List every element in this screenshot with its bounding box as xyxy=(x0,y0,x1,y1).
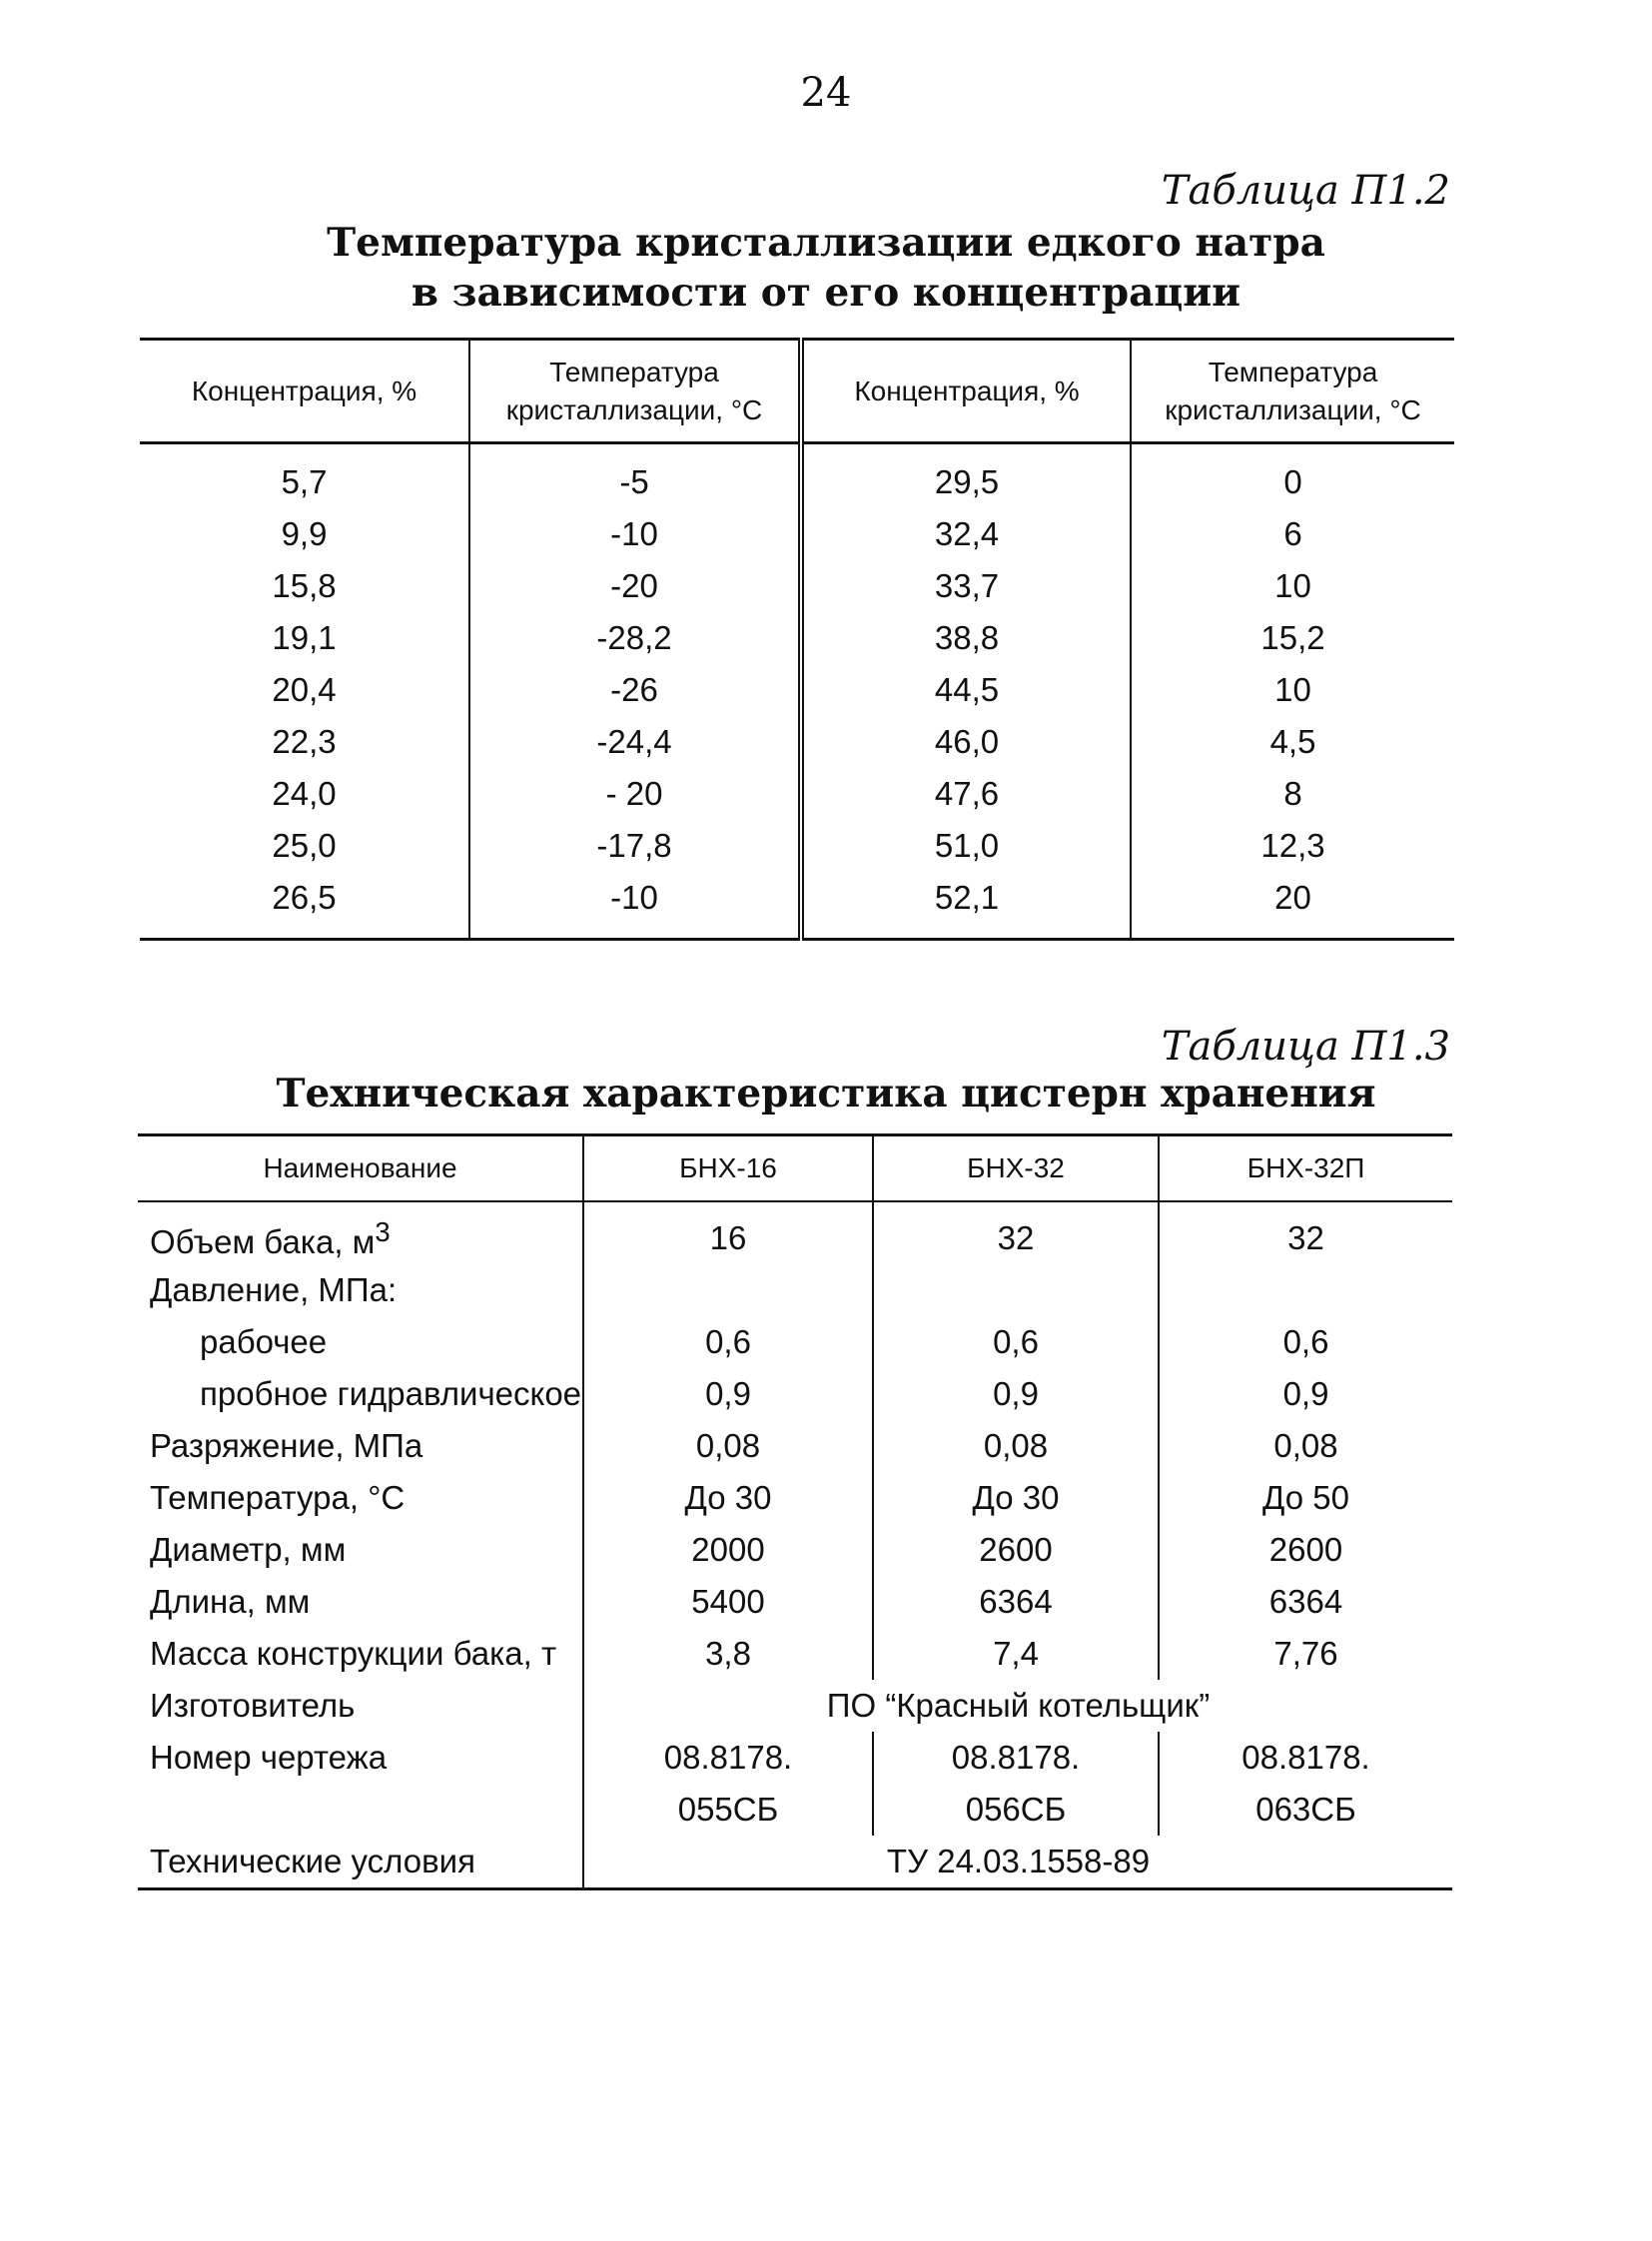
header-concentration: Концентрация, % xyxy=(140,340,469,443)
cell-concentration: 52,1 xyxy=(801,872,1131,940)
table1-caption: Таблица П1.2 xyxy=(1161,168,1450,214)
table-row xyxy=(140,872,1454,940)
value-bnh32: До 30 xyxy=(873,1472,1159,1524)
tank-specs-table xyxy=(138,1133,1452,1890)
cell-concentration: 19,1 xyxy=(140,612,469,664)
table2-header-row xyxy=(138,1135,1452,1202)
cell-temperature: 0 xyxy=(1283,463,1302,500)
cell-concentration: 5,7 xyxy=(140,443,469,509)
value-bnh32: 0,08 xyxy=(873,1420,1159,1472)
cell-temperature: -17,8 xyxy=(469,820,801,872)
cell-temperature: 10 xyxy=(1274,671,1311,708)
header-temperature: Температура кристаллизации, °С xyxy=(1131,340,1454,443)
value-bnh32: 0,9 xyxy=(873,1368,1159,1420)
cell-concentration: 26,5 xyxy=(140,872,469,940)
table1-header-row xyxy=(140,340,1454,443)
table-row xyxy=(140,560,1454,612)
row-vacuum xyxy=(138,1420,1452,1472)
value-bnh32p: 0,6 xyxy=(1282,1323,1329,1360)
value-bnh32: 32 xyxy=(873,1201,1159,1264)
cell-concentration: 15,8 xyxy=(140,560,469,612)
cell-concentration: 33,7 xyxy=(801,560,1131,612)
cell-temperature: - 20 xyxy=(469,768,801,820)
value-bnh32p: 063СБ xyxy=(1255,1791,1356,1828)
cell-temperature: 20 xyxy=(1131,872,1454,940)
row-mass xyxy=(138,1628,1452,1680)
value-bnh16: 16 xyxy=(583,1201,873,1264)
header-model-bnh16: БНХ-16 xyxy=(583,1135,873,1202)
value-bnh32p: 0,9 xyxy=(1282,1375,1329,1412)
table-row xyxy=(140,716,1454,768)
label-drawing: Номер чертежа xyxy=(138,1732,583,1784)
cell-temperature: 12,3 xyxy=(1260,827,1325,864)
label-test: пробное гидравлическое xyxy=(138,1368,583,1420)
cell-concentration: 22,3 xyxy=(140,716,469,768)
value-bnh16: 055СБ xyxy=(583,1784,873,1836)
row-volume xyxy=(138,1201,1452,1264)
row-temperature xyxy=(138,1472,1452,1524)
cell-concentration: 38,8 xyxy=(801,612,1131,664)
cell-temperature: -10 xyxy=(469,508,801,560)
value-bnh32p: 7,76 xyxy=(1273,1635,1338,1672)
row-pressure xyxy=(138,1264,1452,1316)
crystallization-table xyxy=(140,338,1454,941)
label-temperature: Температура, °С xyxy=(138,1472,583,1524)
cell-temperature: 6 xyxy=(1283,515,1302,552)
cell-temperature: 4,5 xyxy=(1269,723,1316,760)
label-volume-text: Объем бака, м xyxy=(150,1222,376,1260)
row-diameter xyxy=(138,1524,1452,1576)
header-temperature: Температура кристаллизации, °С xyxy=(469,340,801,443)
header-name: Наименование xyxy=(138,1135,583,1202)
label-diameter: Диаметр, мм xyxy=(138,1524,583,1576)
value-bnh32: 7,4 xyxy=(873,1628,1159,1680)
value-bnh32: 2600 xyxy=(873,1524,1159,1576)
cell-temperature: -28,2 xyxy=(469,612,801,664)
label-volume xyxy=(138,1201,583,1264)
value-bnh16: 08.8178. xyxy=(583,1732,873,1784)
table-row xyxy=(140,612,1454,664)
value-bnh16: 5400 xyxy=(583,1576,873,1628)
cell-concentration: 32,4 xyxy=(801,508,1131,560)
value-bnh32p: 2600 xyxy=(1268,1531,1343,1568)
header-model-bnh32p: БНХ-32П xyxy=(1159,1135,1452,1202)
header-concentration: Концентрация, % xyxy=(801,340,1131,443)
value-bnh32: 0,6 xyxy=(873,1316,1159,1368)
table-row xyxy=(140,443,1454,509)
value-bnh32p: 32 xyxy=(1287,1219,1324,1256)
value-bnh16: 2000 xyxy=(583,1524,873,1576)
cell-concentration: 44,5 xyxy=(801,664,1131,716)
row-drawing-number-cont xyxy=(138,1784,1452,1836)
value-manufacturer: ПО “Красный котельщик” xyxy=(826,1687,1211,1724)
label-spec: Технические условия xyxy=(138,1836,583,1889)
cell-temperature: 15,2 xyxy=(1260,619,1325,656)
cell-temperature: 10 xyxy=(1274,567,1311,604)
value-bnh32: 08.8178. xyxy=(873,1732,1159,1784)
value-bnh32p: 0,08 xyxy=(1273,1427,1338,1464)
cell-concentration: 25,0 xyxy=(140,820,469,872)
row-working-pressure xyxy=(138,1316,1452,1368)
cell-temperature: -10 xyxy=(469,872,801,940)
value-bnh32: 6364 xyxy=(873,1576,1159,1628)
table1-title-line2: в зависимости от его концентрации xyxy=(411,270,1241,316)
row-drawing-number xyxy=(138,1732,1452,1784)
table2-title: Техническая характеристика цистерн хранения xyxy=(276,1071,1376,1117)
cell-concentration: 47,6 xyxy=(801,768,1131,820)
label-pressure: Давление, МПа: xyxy=(138,1264,583,1316)
cell-concentration: 51,0 xyxy=(801,820,1131,872)
label-mass: Масса конструкции бака, т xyxy=(138,1628,583,1680)
table2-caption: Таблица П1.3 xyxy=(1161,1024,1450,1070)
table-row xyxy=(140,664,1454,716)
row-test-pressure xyxy=(138,1368,1452,1420)
label-working: рабочее xyxy=(138,1316,583,1368)
row-spec xyxy=(138,1836,1452,1889)
value-bnh32p: До 50 xyxy=(1262,1479,1349,1516)
value-bnh32p: 6364 xyxy=(1268,1583,1343,1620)
row-length xyxy=(138,1576,1452,1628)
table-row xyxy=(140,508,1454,560)
value-bnh16: До 30 xyxy=(583,1472,873,1524)
page-number: 24 xyxy=(800,70,852,116)
value-bnh32: 056СБ xyxy=(873,1784,1159,1836)
value-bnh16: 0,9 xyxy=(583,1368,873,1420)
label-volume-exponent: 3 xyxy=(375,1215,391,1247)
cell-temperature: -26 xyxy=(469,664,801,716)
cell-temperature: -20 xyxy=(469,560,801,612)
value-bnh16: 0,08 xyxy=(583,1420,873,1472)
cell-temperature: 8 xyxy=(1283,775,1302,812)
cell-temperature: -5 xyxy=(469,443,801,509)
cell-concentration: 46,0 xyxy=(801,716,1131,768)
header-model-bnh32: БНХ-32 xyxy=(873,1135,1159,1202)
cell-concentration: 24,0 xyxy=(140,768,469,820)
value-bnh16: 3,8 xyxy=(583,1628,873,1680)
cell-concentration: 20,4 xyxy=(140,664,469,716)
label-vacuum: Разряжение, МПа xyxy=(138,1420,583,1472)
cell-concentration: 29,5 xyxy=(801,443,1131,509)
cell-concentration: 9,9 xyxy=(140,508,469,560)
table-row xyxy=(140,768,1454,820)
label-length: Длина, мм xyxy=(138,1576,583,1628)
value-bnh16: 0,6 xyxy=(583,1316,873,1368)
table1-title-line1: Температура кристаллизации едкого натра xyxy=(327,220,1325,266)
label-manufacturer: Изготовитель xyxy=(138,1680,583,1732)
table-row xyxy=(140,820,1454,872)
cell-temperature: -24,4 xyxy=(469,716,801,768)
value-bnh32p: 08.8178. xyxy=(1241,1739,1370,1776)
row-manufacturer xyxy=(138,1680,1452,1732)
value-spec: ТУ 24.03.1558-89 xyxy=(583,1836,1452,1889)
